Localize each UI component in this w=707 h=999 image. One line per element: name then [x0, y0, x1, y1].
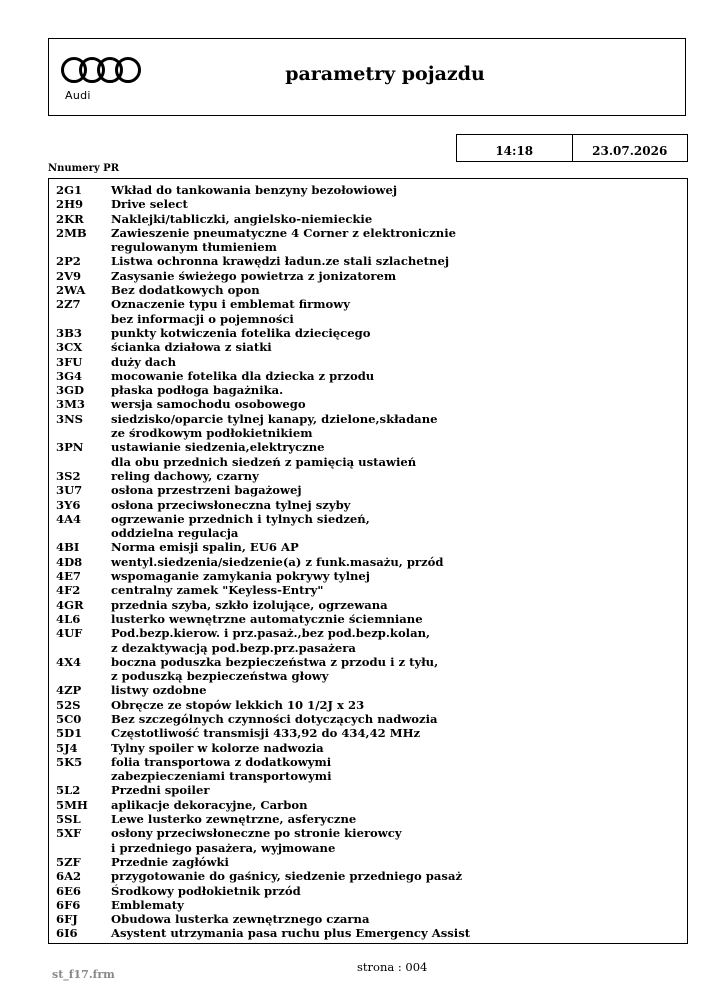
pr-code: 4ZP — [56, 683, 82, 698]
pr-code: 6E6 — [56, 883, 81, 898]
pr-description: Tylny spoiler w kolorze nadwozia — [111, 740, 324, 755]
pr-row — [49, 783, 687, 797]
pr-description: Listwa ochronna krawędzi ładun.ze stali szlachetnej — [111, 254, 450, 269]
pr-code: 3CX — [56, 340, 83, 355]
pr-description: wspomaganie zamykania pokrywy tylnej — [111, 569, 370, 584]
pr-row — [49, 655, 687, 669]
page-number: strona : 004 — [357, 960, 428, 974]
pr-row — [49, 798, 687, 812]
pr-description: i przedniego pasażera, wyjmowane — [111, 840, 336, 855]
pr-code: 5K5 — [56, 754, 83, 769]
pr-description: Drive select — [111, 197, 188, 212]
pr-row — [49, 726, 687, 740]
pr-code: 4X4 — [56, 654, 82, 669]
pr-description: płaska podłoga bagażnika. — [111, 383, 284, 398]
pr-description: Obręcze ze stopów lekkich 10 1/2J x 23 — [111, 697, 365, 712]
pr-code: 3Y6 — [56, 497, 81, 512]
pr-description: reling dachowy, czarny — [111, 468, 259, 483]
pr-description: Przedni spoiler — [111, 783, 210, 798]
pr-row — [49, 669, 687, 683]
pr-description: Środkowy podłokietnik przód — [111, 883, 301, 898]
pr-row — [49, 884, 687, 898]
pr-row — [49, 269, 687, 283]
pr-row — [49, 197, 687, 211]
pr-row — [49, 297, 687, 311]
pr-row — [49, 583, 687, 597]
pr-row — [49, 841, 687, 855]
pr-description: duży dach — [111, 354, 176, 369]
pr-code — [56, 841, 111, 855]
pr-code: 4UF — [56, 626, 83, 641]
pr-row — [49, 355, 687, 369]
pr-code — [56, 312, 111, 326]
pr-description: dla obu przednich siedzeń z pamięcią ustawień — [111, 454, 417, 469]
pr-row — [49, 440, 687, 454]
pr-description: lusterko wewnętrzne automatycznie ściemniane — [111, 611, 423, 626]
pr-description: aplikacje dekoracyjne, Carbon — [111, 797, 308, 812]
pr-row — [49, 712, 687, 726]
pr-code: 2V9 — [56, 268, 82, 283]
page-title: parametry pojazdu — [285, 63, 485, 85]
pr-row — [49, 926, 687, 940]
pr-code: 3S2 — [56, 468, 81, 483]
pr-code: 2G1 — [56, 183, 83, 197]
pr-row — [49, 826, 687, 840]
pr-code: 5MH — [56, 797, 88, 812]
pr-row — [49, 212, 687, 226]
pr-description: z poduszką bezpieczeństwa głowy — [111, 669, 329, 684]
pr-row — [49, 283, 687, 297]
pr-row — [49, 598, 687, 612]
pr-description: siedzisko/oparcie tylnej kanapy, dzielone,składane — [111, 411, 438, 426]
pr-code — [56, 769, 111, 783]
pr-code: 2H9 — [56, 197, 84, 212]
pr-code: 5D1 — [56, 726, 83, 741]
pr-code: 2P2 — [56, 254, 81, 269]
pr-row — [49, 898, 687, 912]
pr-description: Naklejki/tabliczki, angielsko-niemieckie — [111, 211, 373, 226]
pr-code — [56, 526, 111, 540]
pr-description: mocowanie fotelika dla dziecka z przodu — [111, 368, 375, 383]
pr-code: 6F6 — [56, 897, 81, 912]
pr-code: 4L6 — [56, 611, 81, 626]
pr-code: 2KR — [56, 211, 84, 226]
pr-description: Obudowa lusterka zewnętrznego czarna — [111, 912, 370, 927]
pr-description: Emblematy — [111, 897, 184, 912]
pr-row — [49, 626, 687, 640]
pr-description: punkty kotwiczenia fotelika dziecięcego — [111, 325, 371, 340]
pr-code — [56, 240, 111, 254]
pr-row — [49, 397, 687, 411]
pr-row — [49, 683, 687, 697]
pr-code: 5XF — [56, 826, 82, 841]
date-value: 23.07.2026 — [572, 135, 688, 161]
pr-description: boczna poduszka bezpieczeństwa z przodu i z tyłu, — [111, 654, 439, 669]
pr-row — [49, 698, 687, 712]
pr-code: 52S — [56, 697, 81, 712]
pr-description: Częstotliwość transmisji 433,92 do 434,42 MHz — [111, 726, 421, 741]
pr-description: zabezpieczeniami transportowymi — [111, 769, 332, 784]
pr-description: centralny zamek "Keyless-Entry" — [111, 583, 324, 598]
pr-description: przednia szyba, szkło izolujące, ogrzewana — [111, 597, 388, 612]
pr-row — [49, 555, 687, 569]
pr-list — [48, 178, 688, 944]
pr-description: wentyl.siedzenia/siedzenie(a) z funk.masażu, przód — [111, 554, 444, 569]
pr-description: folia transportowa z dodatkowymi — [111, 754, 332, 769]
pr-description: Zasysanie świeżego powietrza z jonizatorem — [111, 268, 397, 283]
pr-row — [49, 769, 687, 783]
pr-row — [49, 512, 687, 526]
form-id: st_f17.frm — [52, 968, 115, 981]
pr-description: oddzielna regulacja — [111, 526, 239, 541]
pr-code: 2MB — [56, 225, 87, 240]
pr-row — [49, 869, 687, 883]
pr-code: 6I6 — [56, 926, 78, 941]
pr-code: 3NS — [56, 411, 84, 426]
pr-row — [49, 369, 687, 383]
pr-row — [49, 483, 687, 497]
pr-description: ze środkowym podłokietnikiem — [111, 426, 313, 441]
pr-row — [49, 540, 687, 554]
pr-row — [49, 426, 687, 440]
pr-code: 5ZF — [56, 854, 81, 869]
pr-code: 3G4 — [56, 368, 83, 383]
pr-code: 4F2 — [56, 583, 81, 598]
pr-row — [49, 912, 687, 926]
pr-row — [49, 183, 687, 197]
pr-code: 3PN — [56, 440, 84, 455]
pr-description: Asystent utrzymania pasa ruchu plus Emergency Assist — [111, 926, 471, 941]
pr-row — [49, 526, 687, 540]
pr-description: Bez szczególnych czynności dotyczących nadwozia — [111, 711, 438, 726]
pr-code: 4GR — [56, 597, 84, 612]
logo-text: Audi — [65, 89, 91, 102]
pr-code: 4A4 — [56, 511, 82, 526]
pr-description: osłona przeciwsłoneczna tylnej szyby — [111, 497, 351, 512]
pr-description: wersja samochodu osobowego — [111, 397, 306, 412]
pr-description: przygotowanie do gaśnicy, siedzenie przedniego pasaż — [111, 869, 463, 884]
pr-code — [56, 426, 111, 440]
pr-description: ogrzewanie przednich i tylnych siedzeń, — [111, 511, 370, 526]
pr-code — [56, 641, 111, 655]
pr-code: 5L2 — [56, 783, 81, 798]
header-box — [48, 38, 686, 116]
timestamp-box — [456, 134, 688, 162]
pr-code — [56, 455, 111, 469]
section-label: Nnumery PR — [48, 163, 120, 174]
pr-row — [49, 326, 687, 340]
pr-row — [49, 254, 687, 268]
pr-row — [49, 455, 687, 469]
pr-row — [49, 340, 687, 354]
pr-row — [49, 312, 687, 326]
pr-code: 3B3 — [56, 325, 82, 340]
pr-description: z dezaktywacją pod.bezp.prz.pasażera — [111, 640, 356, 655]
pr-code: 6FJ — [56, 912, 78, 927]
pr-description: ścianka działowa z siatki — [111, 340, 272, 355]
pr-description: Przednie zagłówki — [111, 854, 229, 869]
pr-description: Zawieszenie pneumatyczne 4 Corner z elektronicznie — [111, 225, 456, 240]
pr-row — [49, 612, 687, 626]
pr-row — [49, 498, 687, 512]
pr-code: 3FU — [56, 354, 83, 369]
pr-description: Wkład do tankowania benzyny bezołowiowej — [111, 183, 398, 197]
pr-row — [49, 240, 687, 254]
pr-row — [49, 226, 687, 240]
pr-code: 2WA — [56, 283, 86, 298]
pr-description: Bez dodatkowych opon — [111, 283, 260, 298]
pr-description: osłona przestrzeni bagażowej — [111, 483, 302, 498]
pr-code: 5SL — [56, 812, 81, 827]
pr-description: Norma emisji spalin, EU6 AP — [111, 540, 299, 555]
pr-row — [49, 855, 687, 869]
pr-code: 4BI — [56, 540, 80, 555]
pr-row — [49, 741, 687, 755]
pr-row — [49, 412, 687, 426]
pr-code: 3U7 — [56, 483, 83, 498]
pr-code: 3GD — [56, 383, 85, 398]
pr-code: 3M3 — [56, 397, 85, 412]
pr-description: Pod.bezp.kierow. i prz.pasaż.,bez pod.bezp.kolan, — [111, 626, 431, 641]
pr-description: ustawianie siedzenia,elektryczne — [111, 440, 325, 455]
pr-description: listwy ozdobne — [111, 683, 207, 698]
pr-description: Lewe lusterko zewnętrzne, asferyczne — [111, 812, 357, 827]
pr-row — [49, 755, 687, 769]
pr-description: regulowanym tłumieniem — [111, 240, 277, 255]
pr-code: 5J4 — [56, 740, 78, 755]
pr-code: 4E7 — [56, 569, 81, 584]
pr-code: 2Z7 — [56, 297, 81, 312]
pr-code: 4D8 — [56, 554, 83, 569]
time-value: 14:18 — [495, 144, 534, 158]
pr-code: 6A2 — [56, 869, 82, 884]
pr-row — [49, 383, 687, 397]
pr-code — [56, 669, 111, 683]
pr-description: bez informacji o pojemności — [111, 311, 294, 326]
pr-description: Oznaczenie typu i emblemat firmowy — [111, 297, 350, 312]
pr-code: 5C0 — [56, 711, 82, 726]
pr-row — [49, 641, 687, 655]
pr-description: osłony przeciwsłoneczne po stronie kierowcy — [111, 826, 402, 841]
pr-row — [49, 812, 687, 826]
pr-row — [49, 569, 687, 583]
pr-row — [49, 469, 687, 483]
